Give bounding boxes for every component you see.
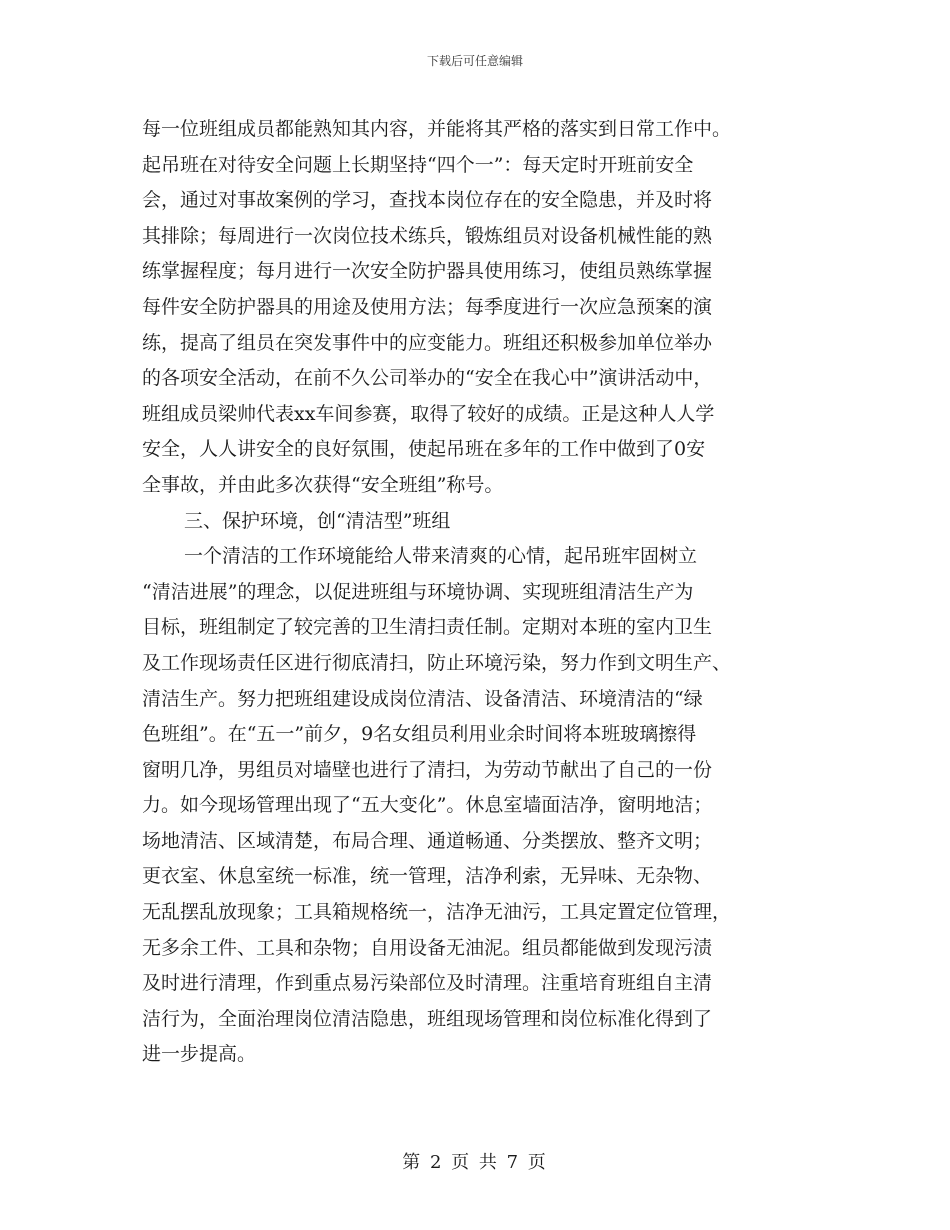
text-line: 清洁生产。努力把班组建设成岗位清洁、设备清洁、环境清洁的“绿 [142,687,703,710]
text-line: 场地清洁、区域清楚，布局合理、通道畅通、分类摆放、整齐文明； [142,829,713,852]
text-line: 力。如今现场管理出现了“五大变化”。休息室墙面洁净，窗明地洁； [142,794,713,817]
text-line: 每件安全防护器具的用途及使用方法；每季度进行一次应急预案的演 [142,295,713,318]
text-line: 班组成员梁帅代表xx车间参赛，取得了较好的成绩。正是这种人人学 [142,402,715,425]
text-line: 及时进行清理，作到重点易污染部位及时清理。注重培育班组自主清 [142,972,713,995]
text-line: 更衣室、休息室统一标准，统一管理，洁净利索，无异味、无杂物、 [142,865,713,888]
text-line: 练，提高了组员在突发事件中的应变能力。班组还积极参加单位举办 [142,331,713,354]
text-line: “清洁进展”的理念，以促进班组与环境协调、实现班组清洁生产为 [142,580,694,603]
document-body [142,112,808,1073]
text-line: 会，通过对事故案例的学习，查找本岗位存在的安全隐患，并及时将 [142,189,713,212]
text-line: 的各项安全活动，在前不久公司举办的“安全在我心中”演讲活动中， [142,367,713,390]
text-line: 全事故，并由此多次获得“安全班组”称号。 [142,473,504,496]
text-line: 其排除；每周进行一次岗位技术练兵，锻炼组员对设备机械性能的熟 [142,224,713,247]
text-line: 起吊班在对待安全问题上长期坚持“四个一”：每天定时开班前安全 [142,153,694,176]
text-line: 练掌握程度；每月进行一次安全防护器具使用练习，使组员熟练掌握 [142,260,713,283]
text-line: 无多余工件、工具和杂物；自用设备无油泥。组员都能做到发现污渍 [142,936,713,959]
text-line: 色班组”。在“五一”前夕，9名女组员利用业余时间将本班玻璃擦得 [142,723,697,746]
text-line: 窗明几净，男组员对墙壁也进行了清扫，为劳动节献出了自己的一份 [142,758,713,781]
page-number: 第 2 页 共 7 页 [402,1152,548,1173]
page-header: 下载后可任意编辑 [426,54,523,68]
text-line: 每一位班组成员都能熟知其内容，并能将其严格的落实到日常工作中。 [142,118,732,140]
text-line: 一个清洁的工作环境能给人带来清爽的心情，起吊班牢固树立 [184,545,698,568]
text-line: 进一步提高。 [142,1043,257,1066]
text-line: 目标，班组制定了较完善的卫生清扫责任制。定期对本班的室内卫生 [142,616,713,639]
text-line: 洁行为，全面治理岗位清洁隐患，班组现场管理和岗位标准化得到了 [142,1007,713,1030]
text-line: 三、保护环境，创“清洁型”班组 [184,509,451,532]
text-line: 及工作现场责任区进行彻底清扫，防止环境污染，努力作到文明生产、 [142,651,732,674]
text-line: 无乱摆乱放现象；工具箱规格统一，洁净无油污，工具定置定位管理， [142,901,732,924]
text-line: 安全，人人讲安全的良好氛围，使起吊班在多年的工作中做到了0安 [142,438,706,461]
